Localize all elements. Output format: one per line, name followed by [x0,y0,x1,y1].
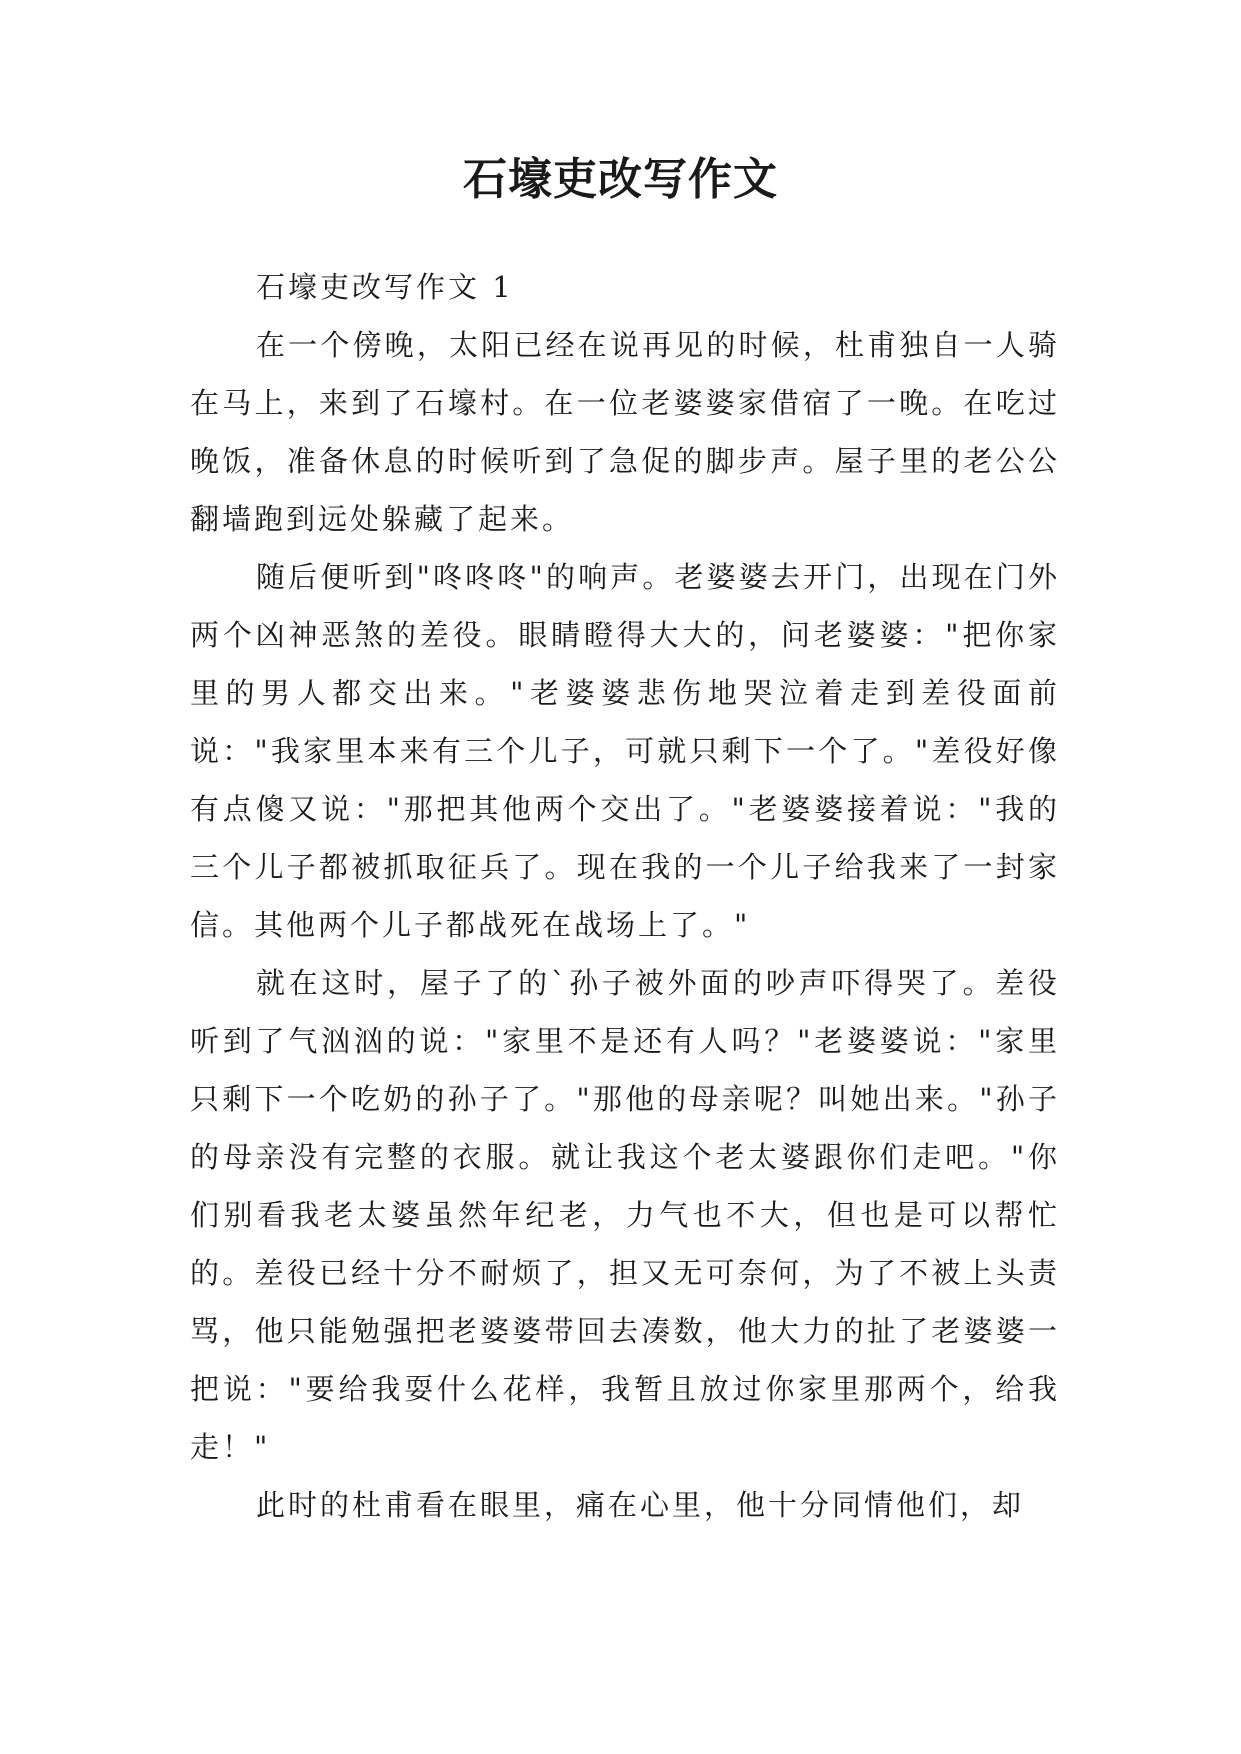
paragraph: 此时的杜甫看在眼里，痛在心里，他十分同情他们，却 [256,1488,1025,1522]
paragraph: 就在这时，屋子了的`孙子被外面的吵声吓得哭了。差役听到了气汹汹的说："家里不是还有人吗？"老婆婆说："家里只剩下一个吃奶的孙子了。"那他的母亲呢？叫她出来。"孙子的母亲没有完整的衣服。就让我这个老太婆跟你们走吧。"你们别看我老太婆虽然年纪老，力气也不大，但也是可以帮忙的。差役已经十分不耐烦了，担又无可奈何，为了不被上头责骂，他只能勉强把老婆婆带回去凑数，他大力的扯了老婆婆一把说："要给我耍什么花样，我暂且放过你家里那两个，给我走！" [190,966,1060,1464]
document-body [190,258,1060,1534]
paragraph: 在一个傍晚，太阳已经在说再见的时候，杜甫独自一人骑在马上，来到了石壕村。在一位老婆婆家借宿了一晚。在吃过晚饭，准备休息的时候听到了急促的脚步声。屋子里的老公公翻墙跑到远处躲藏了起来。 [190,328,1060,536]
paragraph: 随后便听到"咚咚咚"的响声。老婆婆去开门，出现在门外两个凶神恶煞的差役。眼睛瞪得大大的，问老婆婆："把你家里的男人都交出来。"老婆婆悲伤地哭泣着走到差役面前说："我家里本来有三个儿子，可就只剩下一个了。"差役好像有点傻又说："那把其他两个交出了。"老婆婆接着说："我的三个儿子都被抓取征兵了。现在我的一个儿子给我来了一封家信。其他两个儿子都战死在战场上了。" [190,560,1060,942]
document-title: 石壕吏改写作文 [463,154,778,205]
section-heading: 石壕吏改写作文 1 [256,270,514,304]
